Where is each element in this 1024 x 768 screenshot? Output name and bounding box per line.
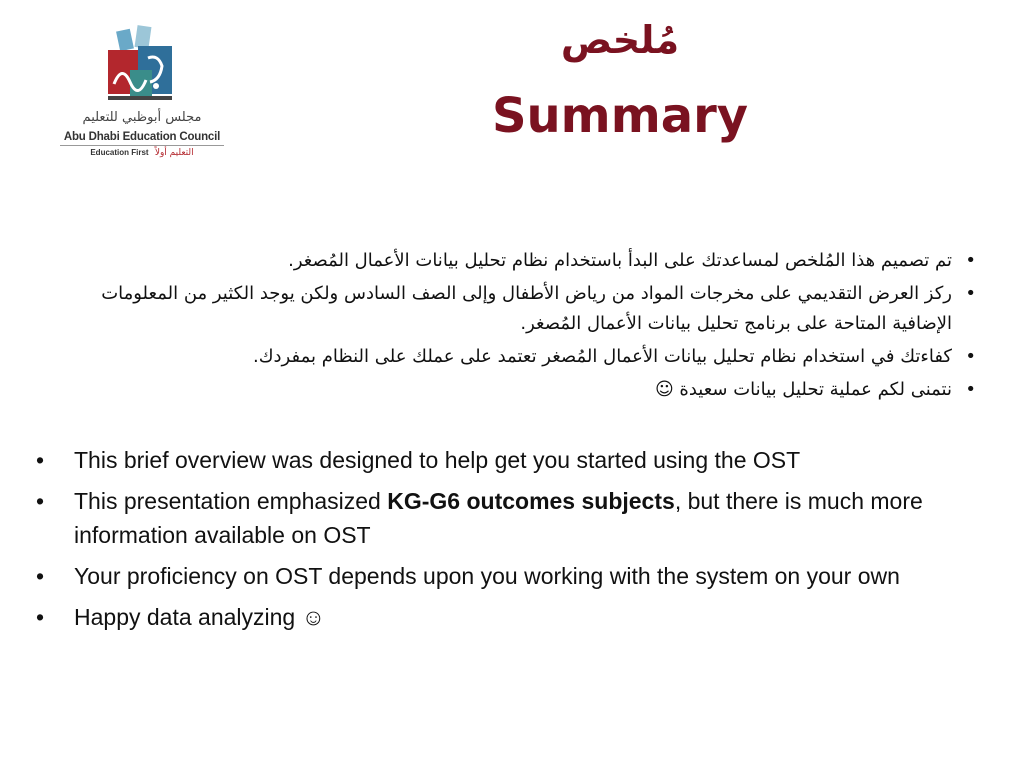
bullet-icon: • xyxy=(36,604,45,630)
english-bullet-text-post: , but there is much more information available on OST xyxy=(74,488,923,548)
list-item xyxy=(36,559,996,593)
list-item xyxy=(36,246,976,276)
arabic-bullet-text: نتمنى لكم عملية تحليل بيانات سعيدة ☺ xyxy=(654,379,952,400)
title-arabic: مُلخص xyxy=(560,18,680,62)
bullet-icon: • xyxy=(36,488,45,514)
logo-tagline-en: Education First xyxy=(90,148,149,157)
list-item xyxy=(36,443,996,477)
english-bullet-text: This brief overview was designed to help get you started using the OST xyxy=(74,447,801,473)
bullet-icon: • xyxy=(965,379,976,400)
adec-logo xyxy=(52,24,232,164)
english-bullet-text-pre: This presentation emphasized xyxy=(74,488,388,514)
logo-english-name: Abu Dhabi Education Council xyxy=(63,131,221,143)
list-item xyxy=(36,342,976,372)
logo-divider xyxy=(60,145,224,146)
english-bullet-text: Your proficiency on OST depends upon you working with the system on your own xyxy=(74,563,900,589)
bullet-icon: • xyxy=(36,563,45,589)
logo-arabic-name: مجلس أبوظبي للتعليم xyxy=(82,110,202,125)
arabic-bullet-text: ركز العرض التقديمي على مخرجات المواد من رياض الأطفال وإلى الصف السادس ولكن يوجد الكثير من المعلومات الإضافية المتاحة على برنامج تحليل بيانات الأعمال المُصغر. xyxy=(101,283,952,334)
arabic-bullet-text: تم تصميم هذا المُلخص لمساعدتك على البدأ باستخدام نظام تحليل بيانات الأعمال المُصغر. xyxy=(288,250,952,271)
arabic-bullet-list xyxy=(36,246,976,408)
list-item xyxy=(36,375,976,405)
list-item xyxy=(36,600,996,634)
title-english: Summary xyxy=(491,88,749,144)
list-item xyxy=(36,484,996,552)
bullet-icon: • xyxy=(965,346,976,367)
bullet-icon: • xyxy=(36,447,45,473)
bullet-icon: • xyxy=(965,250,976,271)
arabic-bullet-text: كفاءتك في استخدام نظام تحليل بيانات الأعمال المُصغر تعتمد على عملك على النظام بمفردك. xyxy=(252,346,952,367)
logo-book-icon xyxy=(100,24,184,110)
english-bullet-text: Happy data analyzing ☺ xyxy=(74,604,326,630)
logo-tagline xyxy=(52,148,232,158)
logo-tagline-ar: التعليم أولاً xyxy=(154,148,194,158)
bullet-icon: • xyxy=(965,283,976,304)
english-bullet-bold: KG-G6 outcomes subjects xyxy=(387,488,675,514)
english-bullet-list xyxy=(36,443,996,641)
list-item xyxy=(36,279,976,339)
